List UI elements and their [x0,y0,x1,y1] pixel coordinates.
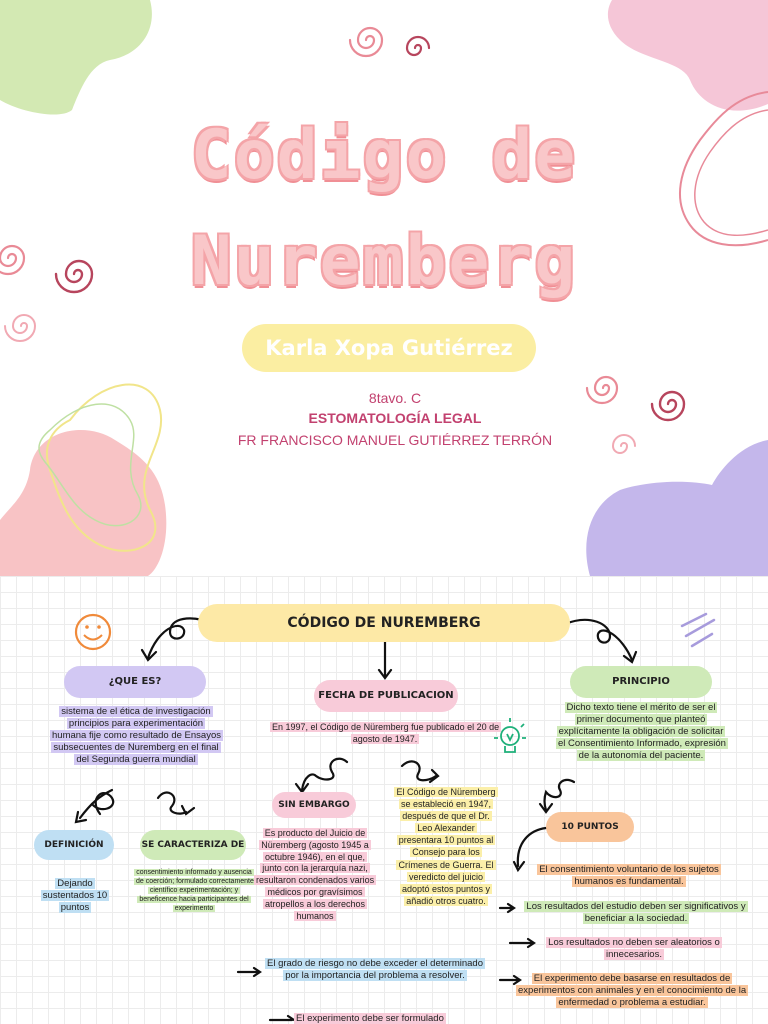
group-label: 8tavo. C [368,390,422,406]
caracteriza-pill: SE CARACTERIZA DE [140,830,246,860]
principio-pill: PRINCIPIO [570,666,712,698]
teacher-label: FR FRANCISCO MANUEL GUTIÉRREZ TERRÓN [237,432,553,448]
spiral-icon [407,37,429,55]
title-line-2: Nuremberg [190,222,578,301]
fecha-pill: FECHA DE PUBLICACION [314,680,458,712]
diez-puntos-pill: 10 PUNTOS [546,812,634,842]
formulado-text: El experimento debe ser formulado [296,1013,444,1024]
que-es-pill: ¿QUE ES? [64,666,206,698]
que-es-text: sistema de el ética de investigación principios para experimentación humana fije como resultado de Ensayos subsecuentes de Nuremberg en el final del Segunda guerra mundial [52,706,221,765]
caracteriza-text: consentimiento informado y ausencia de coerción; formulado correctamente científico experimentación; y beneficence hacia participantes del experimento [136,869,254,912]
fecha-text: En 1997, el Código de Nüremberg fue publicado el 20 de agosto de 1947. [272,722,500,744]
map-title: CÓDIGO DE NUREMBERG [198,604,570,642]
smiley-icon [76,615,110,649]
riesgo-text: El grado de riesgo no debe exceder el determinado por la importancia del problema a resolver. [266,958,483,981]
codigo-text: El Código de Nüremberg se estableció en 1947, después de que el Dr. Leo Alexander presentara 10 puntos al Consejo para los Crímenes de Guerra. El veredicto del juicio adoptó estos puntos y añadió otros cuatro. [396,787,496,906]
sin-embargo-pill: SIN EMBARGO [272,792,356,818]
subject-label: ESTOMATOLOGÍA LEGAL [308,410,482,426]
squiggle-decoration [682,614,714,646]
author-name: Karla Xopa Gutiérrez [242,324,536,372]
concept-map [0,576,768,1024]
principio-text: Dicho texto tiene el mérito de ser el primer documento que planteó explícitamente la obligación de solicitar el Consentimiento Informado, expresión de la autonomía del paciente. [558,702,726,761]
title-line-1: Código de [190,116,578,195]
punto-4: El experimento debe basarse en resultados de experimentos con animales y en el conocimiento de la enfermedad o problema a estudiar. [518,973,747,1008]
definicion-pill: DEFINICIÓN [34,830,114,860]
sin-embargo-text: Es producto del Juicio de Nüremberg (agosto 1945 a octubre 1946), en el que, junto con la jerarquía nazi, resultaron condenados varios médicos por gravísimos atropellos a los derechos humanos [256,828,375,921]
spiral-icon [5,315,35,341]
definicion-text: Dejando sustentados 10 puntos [42,878,108,913]
punto-3: Los resultados no deben ser aleatorios o innecesarios. [548,937,720,960]
punto-2: Los resultados del estudio deben ser significativos y beneficiar a la sociedad. [526,901,746,924]
punto-1: El consentimiento voluntario de los sujetos humanos es fundamental. [539,864,719,887]
spiral-icon [350,28,382,56]
